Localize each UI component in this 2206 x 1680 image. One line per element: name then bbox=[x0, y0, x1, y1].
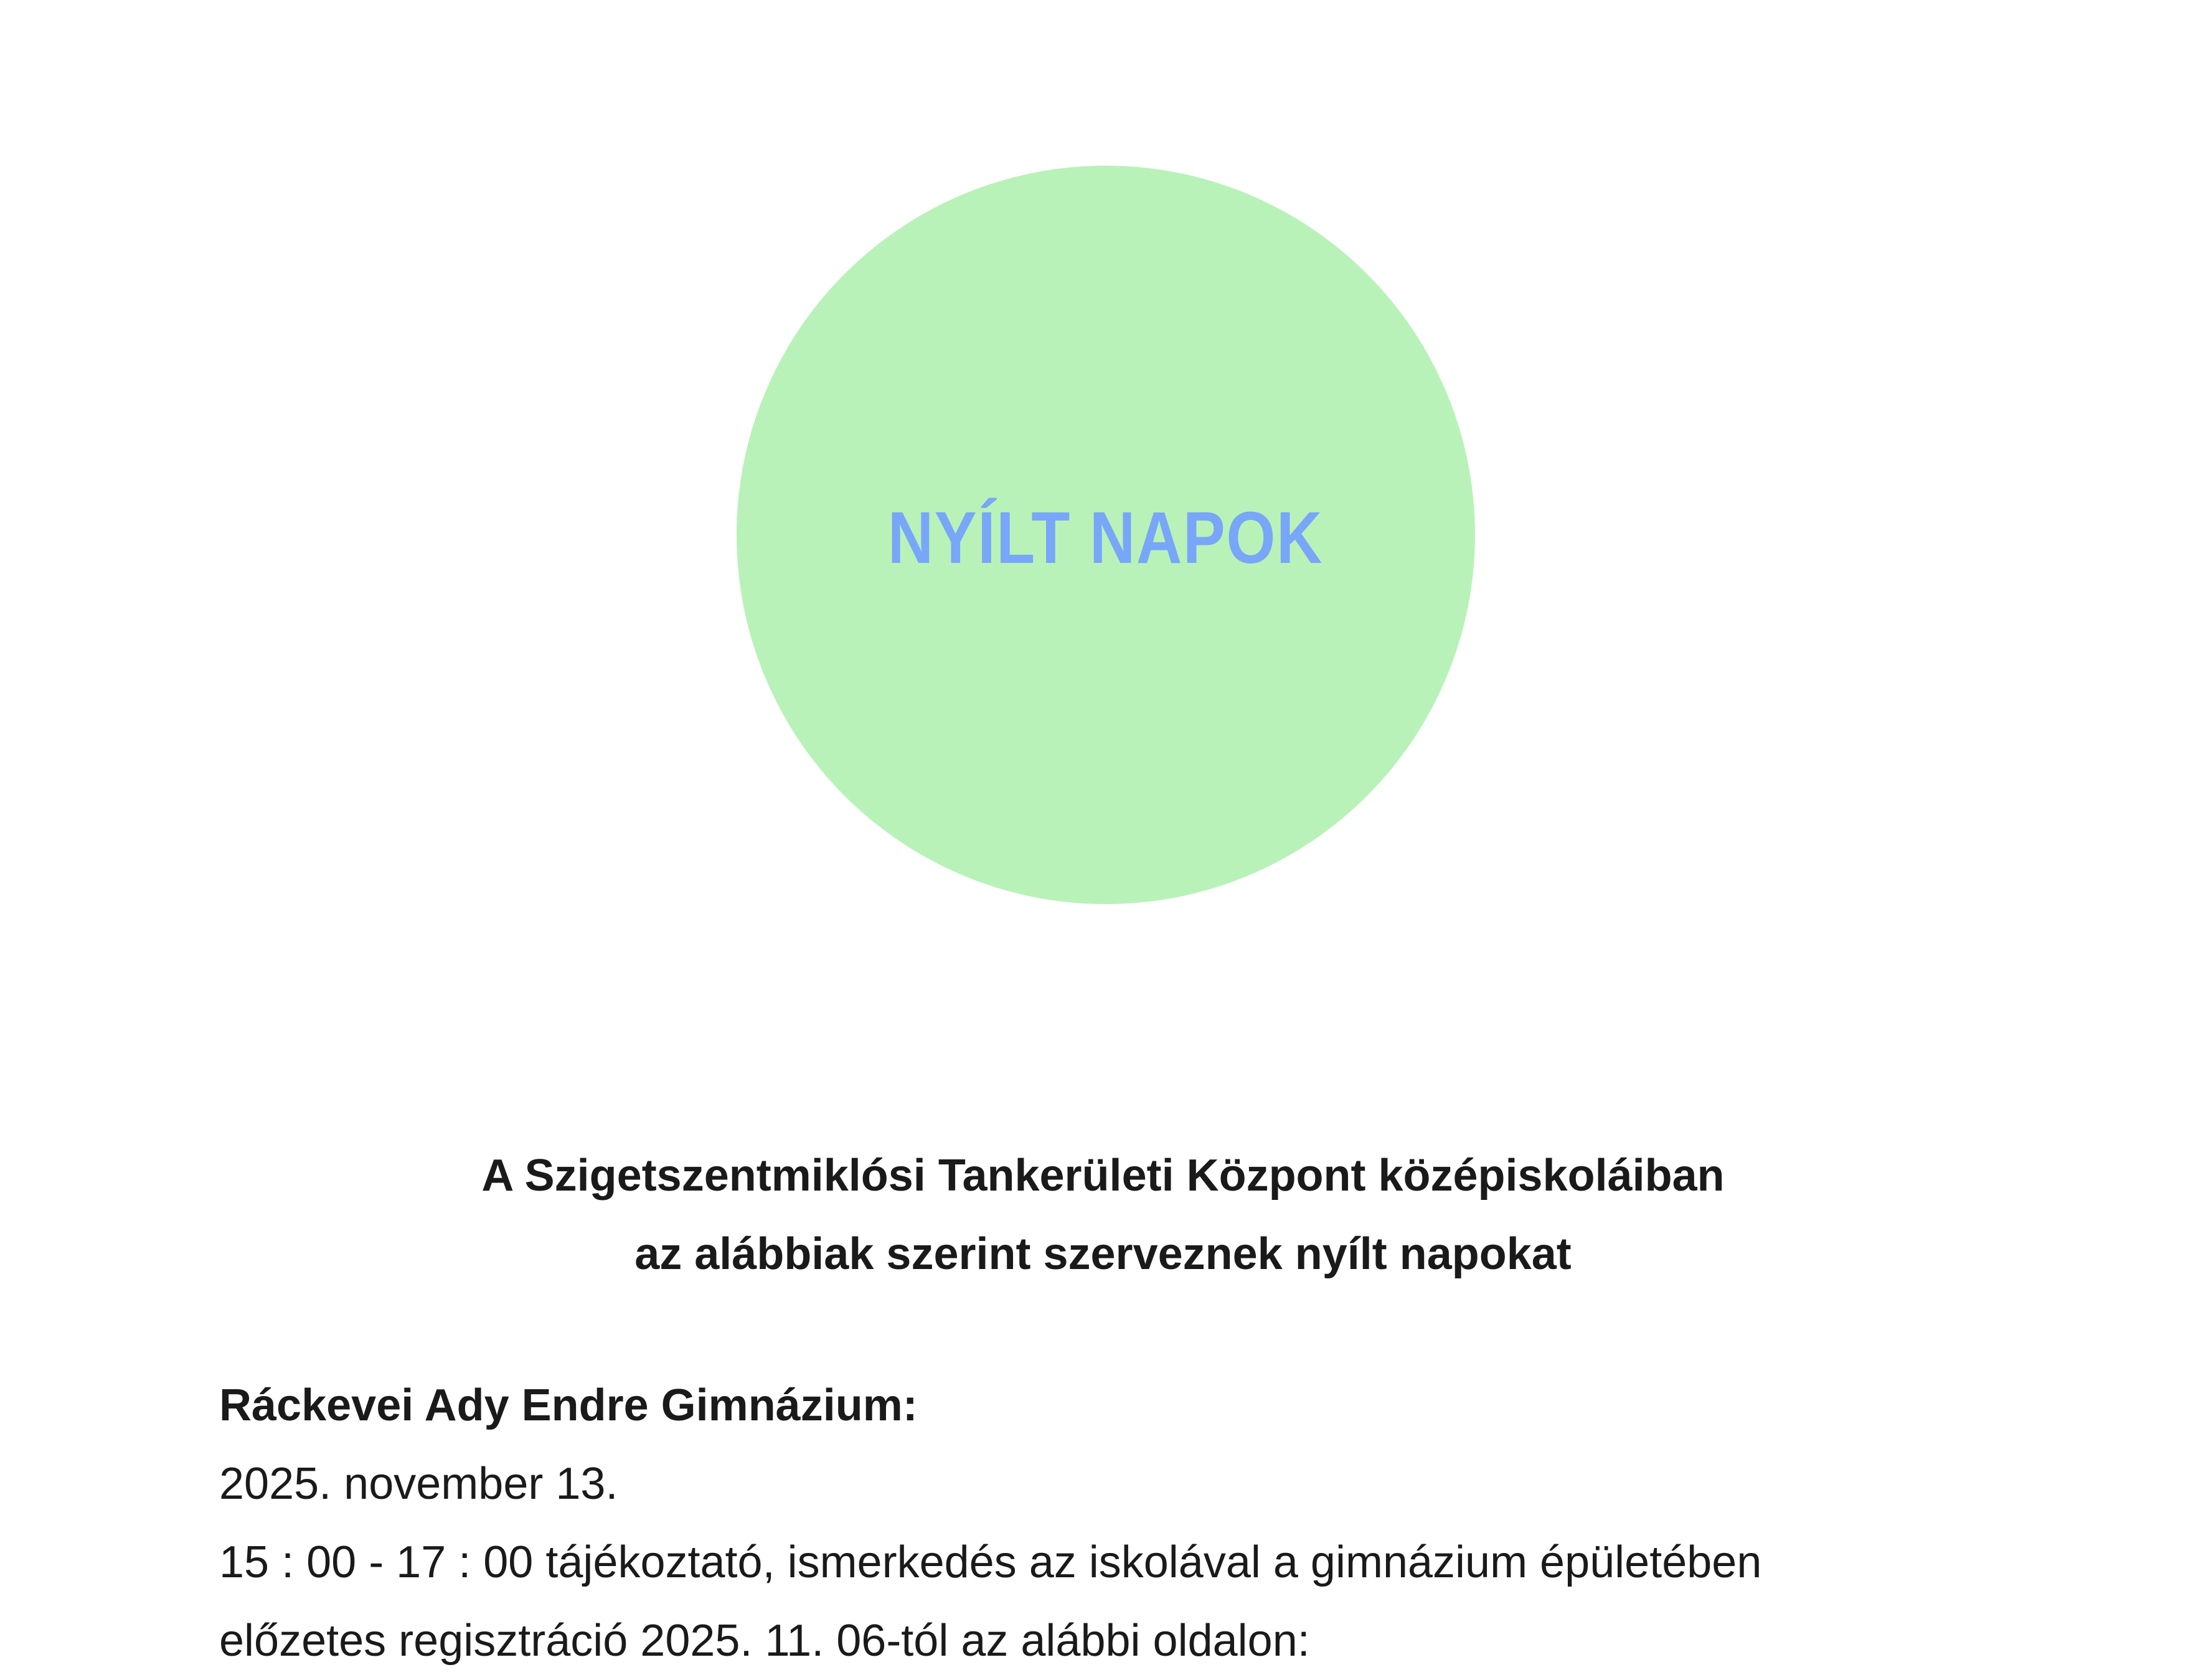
school-program: 15 : 00 - 17 : 00 tájékoztató, ismerkedés az iskolával a gimnázium épületében bbox=[219, 1537, 1762, 1587]
intro-line-2: az alábbiak szerint szerveznek nyílt napokat bbox=[634, 1229, 1572, 1279]
intro-line-1: A Szigetszentmiklósi Tankerületi Központ középiskoláiban bbox=[481, 1151, 1725, 1201]
school-date: 2025. november 13. bbox=[219, 1459, 618, 1509]
badge-title: NYÍLT NAPOK bbox=[888, 497, 1324, 579]
open-days-badge bbox=[737, 166, 1475, 904]
school-section bbox=[219, 1366, 1761, 1680]
school-name: Ráckevei Ady Endre Gimnázium: bbox=[219, 1380, 918, 1430]
school-registration: előzetes regisztráció 2025. 11. 06-tól az alábbi oldalon: bbox=[219, 1616, 1310, 1666]
intro-text bbox=[0, 1136, 2206, 1293]
